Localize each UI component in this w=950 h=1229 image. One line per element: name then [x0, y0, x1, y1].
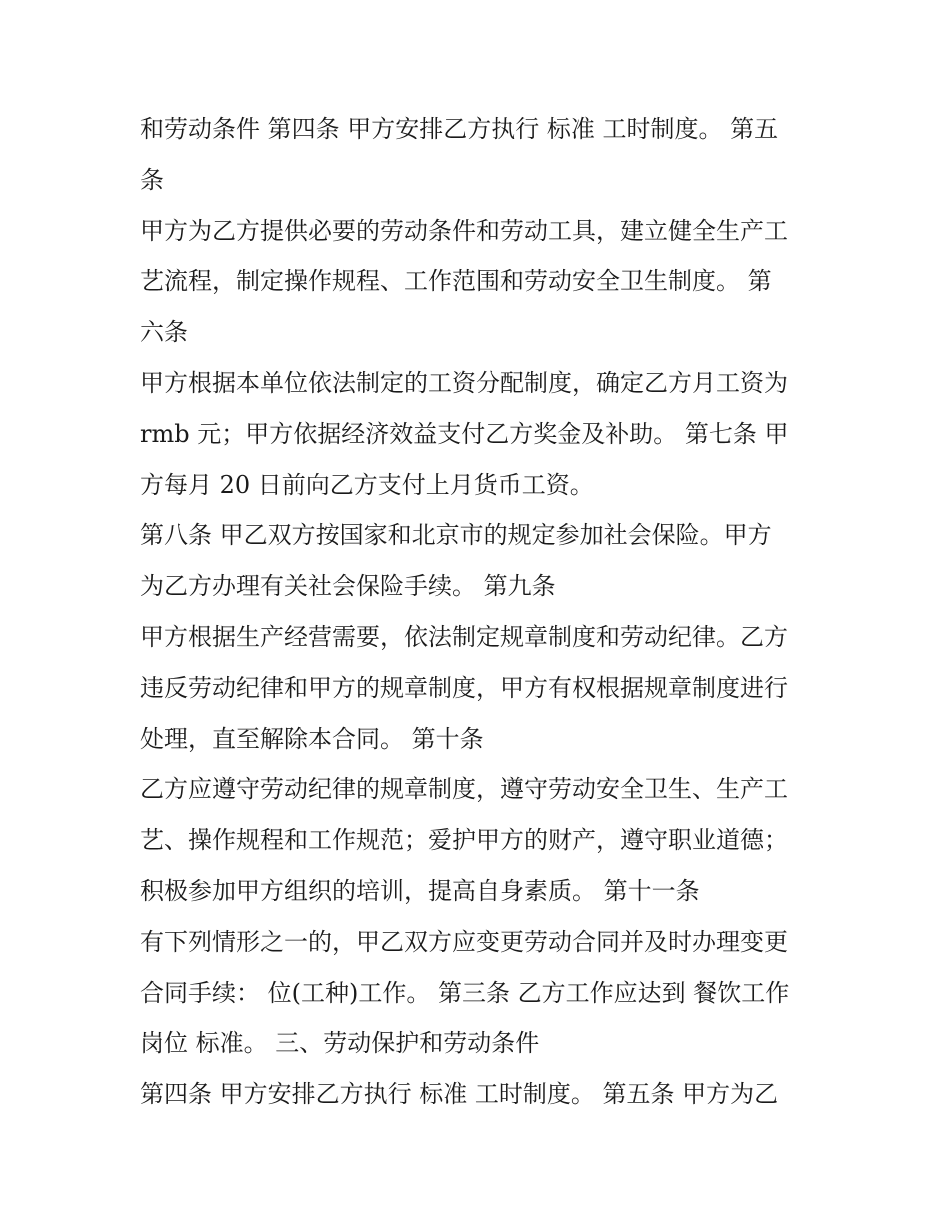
text-line: 方每月 20 日前向乙方支付上月货币工资。: [140, 470, 594, 499]
text-line: 和劳动条件 第四条 甲方安排乙方执行 标准 工时制度。 第五: [140, 115, 779, 143]
text-line: 有下列情形之一的，甲乙双方应变更劳动合同并及时办理变更: [140, 927, 788, 956]
text-line: rmb 元；甲方依据经济效益支付乙方奖金及补助。 第七条 甲: [140, 419, 789, 448]
text-line: 违反劳动纪律和甲方的规章制度，甲方有权根据规章制度进行: [140, 673, 788, 702]
text-line: 乙方应遵守劳动纪律的规章制度，遵守劳动安全卫生、生产工: [140, 775, 788, 804]
text-line: 甲方根据生产经营需要，依法制定规章制度和劳动纪律。乙方: [140, 622, 788, 651]
text-line: 第八条 甲乙双方按国家和北京市的规定参加社会保险。甲方: [140, 521, 772, 550]
text-line: 条: [140, 165, 164, 194]
text-line: 六条: [140, 318, 188, 347]
text-line: 艺、操作规程和工作规范；爱护甲方的财产，遵守职业道德；: [140, 826, 788, 855]
contract-body-text: [140, 104, 820, 1120]
text-line: 艺流程，制定操作规程、工作范围和劳动安全卫生制度。 第: [140, 267, 772, 296]
text-line: 甲方为乙方提供必要的劳动条件和劳动工具，建立健全生产工: [140, 216, 788, 245]
text-line: 第四条 甲方安排乙方执行 标准 工时制度。 第五条 甲方为乙: [140, 1080, 779, 1109]
text-line: 为乙方办理有关社会保险手续。 第九条: [140, 572, 556, 601]
text-line: 合同手续： 位(工种)工作。 第三条 乙方工作应达到 餐饮工作: [140, 978, 790, 1007]
text-line: 甲方根据本单位依法制定的工资分配制度，确定乙方月工资为: [140, 368, 788, 397]
text-line: 岗位 标准。 三、劳动保护和劳动条件: [140, 1029, 540, 1058]
text-line: 处理，直至解除本合同。 第十条: [140, 724, 484, 753]
text-line: 积极参加甲方组织的培训，提高自身素质。 第十一条: [140, 876, 700, 905]
